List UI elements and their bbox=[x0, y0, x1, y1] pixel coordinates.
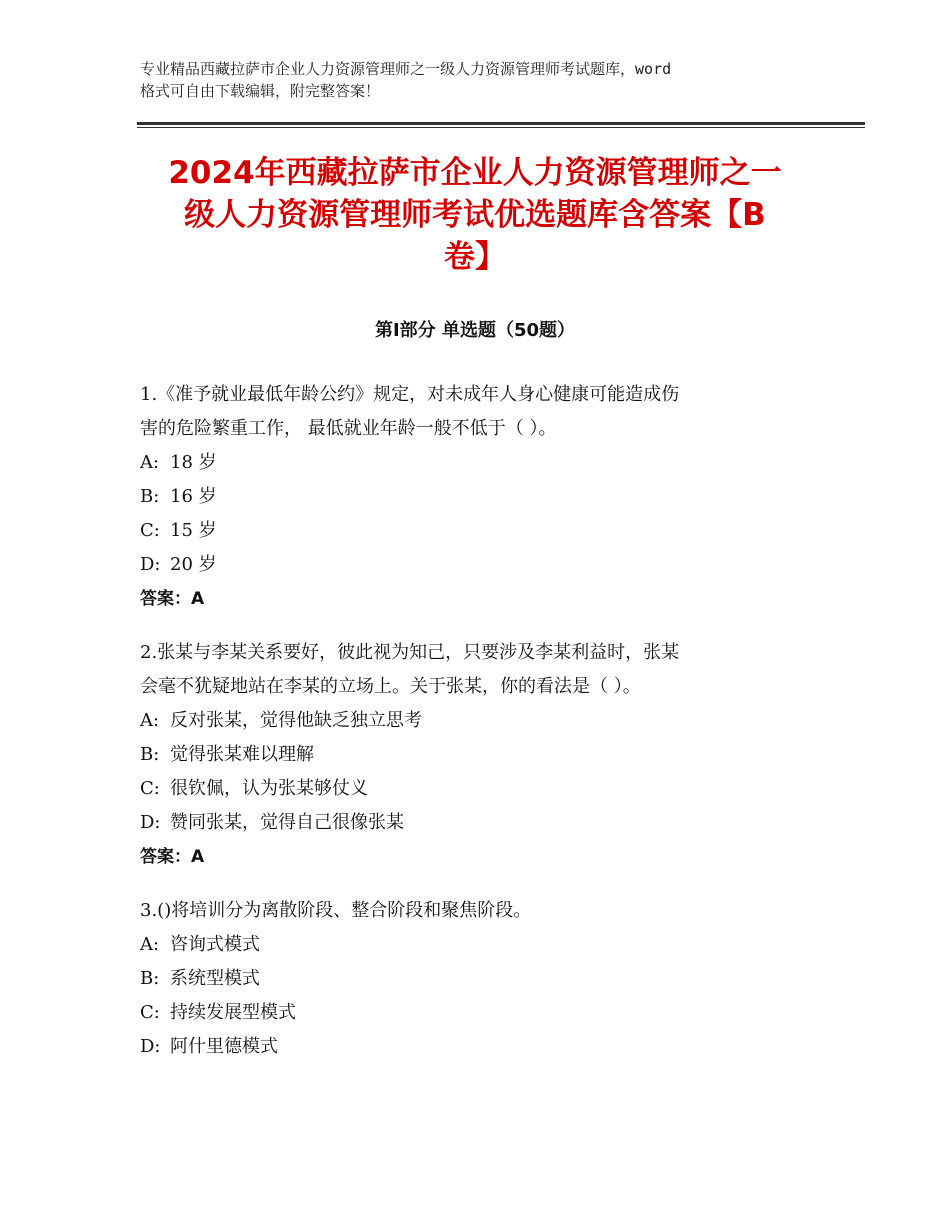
option-list bbox=[140, 928, 810, 1064]
option-d bbox=[140, 806, 810, 840]
answer-label: 答案：A bbox=[140, 847, 205, 867]
option-a bbox=[140, 446, 810, 480]
option-letter: B: bbox=[140, 968, 160, 989]
option-letter: B: bbox=[140, 486, 160, 507]
option-b bbox=[140, 962, 810, 996]
header-note-line-1: 专业精品西藏拉萨市企业人力资源管理师之一级人力资源管理师考试题库，word bbox=[140, 60, 672, 78]
question-stem-line: 2.张某与李某关系要好，彼此视为知己，只要涉及李某利益时，张某 bbox=[140, 642, 680, 663]
question-stem-line: 会毫不犹疑地站在李某的立场上。关于张某，你的看法是（ ）。 bbox=[140, 676, 641, 697]
option-c bbox=[140, 996, 810, 1030]
question-1 bbox=[140, 378, 810, 616]
header-note bbox=[140, 58, 840, 102]
answer-label: 答案：A bbox=[140, 589, 205, 609]
option-text: 很钦佩，认为张某够仗义 bbox=[170, 778, 368, 799]
option-text: 咨询式模式 bbox=[170, 934, 260, 955]
question-stem bbox=[140, 378, 810, 446]
question-2 bbox=[140, 636, 810, 874]
option-b bbox=[140, 738, 810, 772]
section-title: 第Ⅰ部分 单选题（50题） bbox=[374, 320, 575, 341]
option-letter: C: bbox=[140, 520, 160, 541]
option-d bbox=[140, 548, 810, 582]
option-letter: C: bbox=[140, 1002, 160, 1023]
title-line-1: 2024年西藏拉萨市企业人力资源管理师之一 bbox=[168, 155, 782, 191]
option-a bbox=[140, 928, 810, 962]
option-text: 持续发展型模式 bbox=[170, 1002, 296, 1023]
title-line-2: 级人力资源管理师考试优选题库含答案【B bbox=[184, 197, 766, 233]
option-text: 18 岁 bbox=[170, 452, 217, 473]
header-note-line-2: 格式可自由下载编辑，附完整答案！ bbox=[140, 82, 381, 100]
option-text: 16 岁 bbox=[170, 486, 217, 507]
option-letter: C: bbox=[140, 778, 160, 799]
question-stem-line: 害的危险繁重工作， 最低就业年龄一般不低于（ ）。 bbox=[140, 418, 557, 439]
option-text: 反对张某，觉得他缺乏独立思考 bbox=[170, 710, 422, 731]
question-list bbox=[140, 378, 810, 1084]
question-stem bbox=[140, 894, 810, 928]
title-line-3: 卷】 bbox=[444, 239, 506, 275]
document-title bbox=[130, 152, 820, 278]
option-list bbox=[140, 446, 810, 582]
option-letter: A: bbox=[140, 452, 160, 473]
option-text: 觉得张某难以理解 bbox=[170, 744, 314, 765]
question-stem-line: 1.《准予就业最低年龄公约》规定，对未成年人身心健康可能造成伤 bbox=[140, 384, 680, 405]
option-letter: D: bbox=[140, 1036, 161, 1057]
header-divider bbox=[137, 122, 865, 125]
header-divider-thin bbox=[137, 127, 865, 128]
question-stem bbox=[140, 636, 810, 704]
option-a bbox=[140, 704, 810, 738]
option-letter: D: bbox=[140, 554, 161, 575]
option-b bbox=[140, 480, 810, 514]
option-text: 20 岁 bbox=[170, 554, 217, 575]
option-letter: D: bbox=[140, 812, 161, 833]
option-letter: A: bbox=[140, 710, 160, 731]
option-letter: A: bbox=[140, 934, 160, 955]
option-c bbox=[140, 514, 810, 548]
option-letter: B: bbox=[140, 744, 160, 765]
question-stem-line: 3.()将培训分为离散阶段、整合阶段和聚焦阶段。 bbox=[140, 900, 532, 921]
option-text: 阿什里德模式 bbox=[170, 1036, 278, 1057]
option-c bbox=[140, 772, 810, 806]
question-3 bbox=[140, 894, 810, 1064]
option-list bbox=[140, 704, 810, 840]
option-d bbox=[140, 1030, 810, 1064]
option-text: 赞同张某，觉得自己很像张某 bbox=[170, 812, 404, 833]
option-text: 系统型模式 bbox=[170, 968, 260, 989]
option-text: 15 岁 bbox=[170, 520, 217, 541]
